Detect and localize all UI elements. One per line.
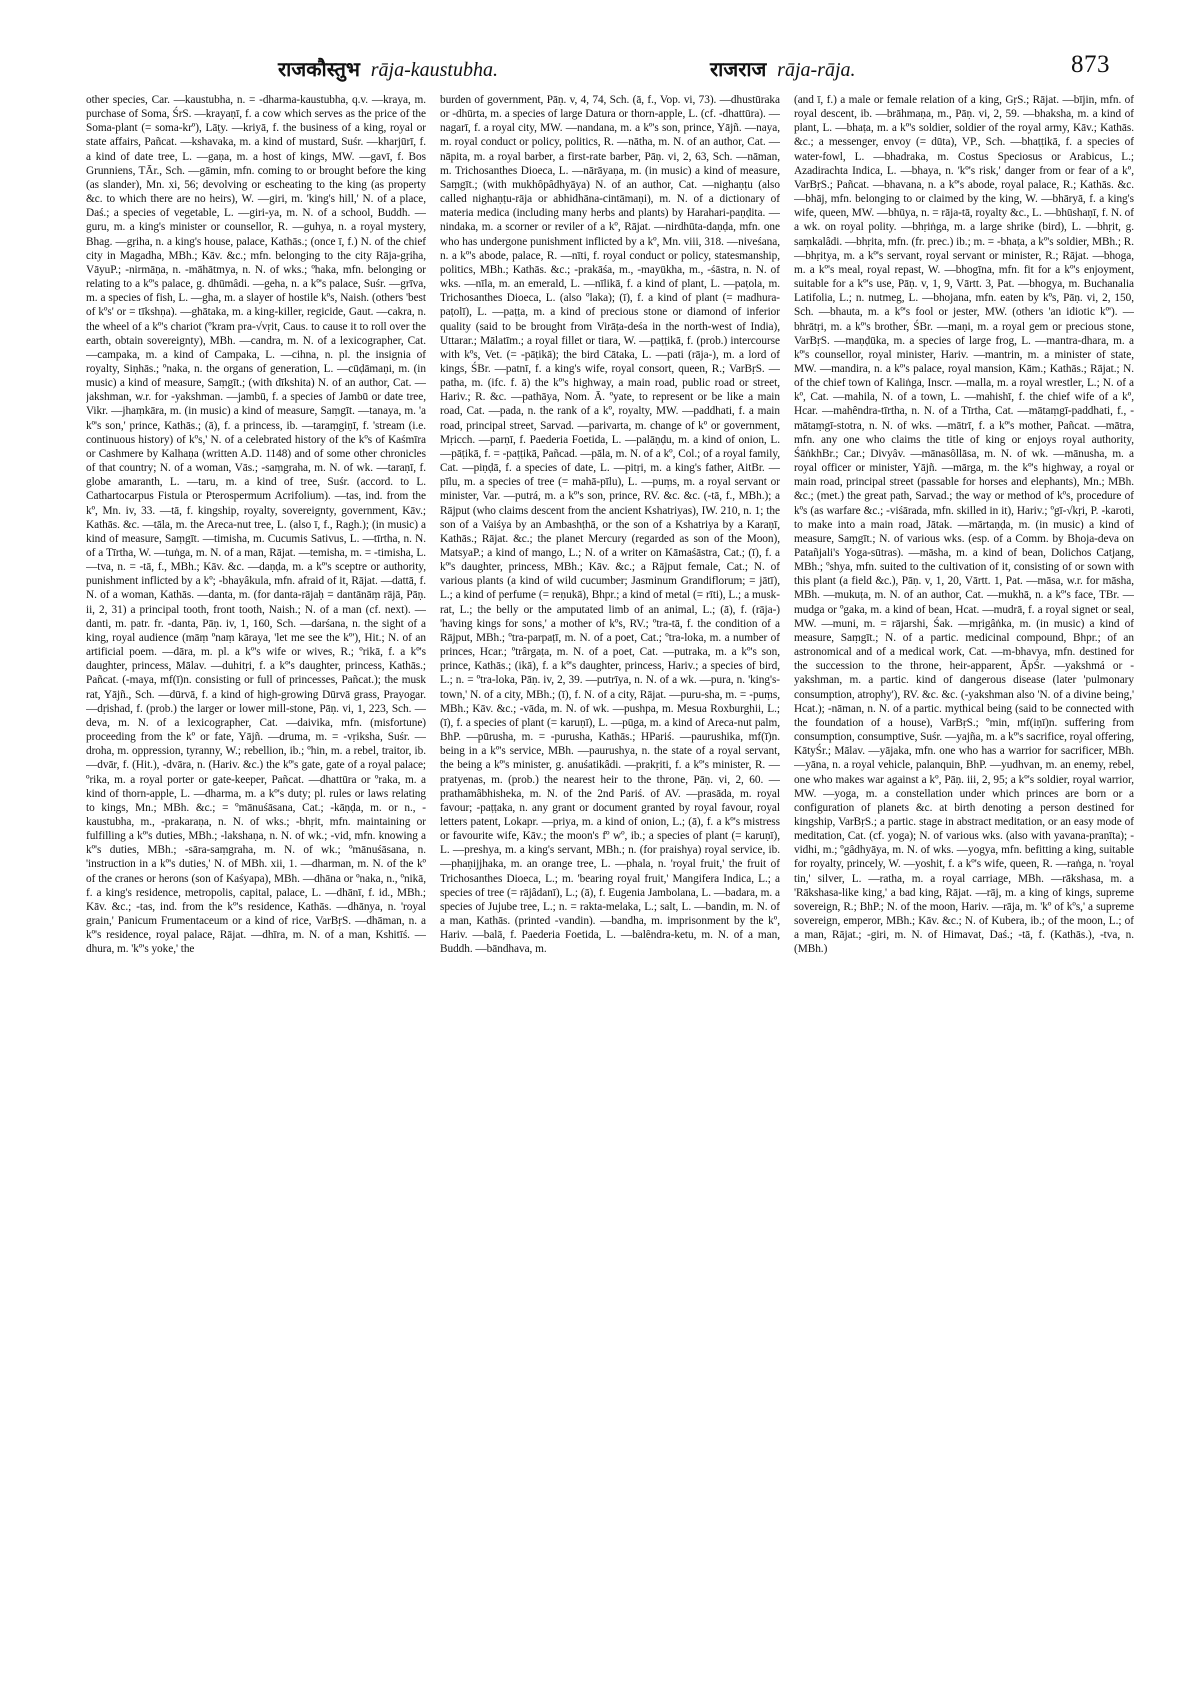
right-headword-transliteration: rāja-rāja. (777, 59, 856, 81)
left-headword-transliteration: rāja-kaustubha. (370, 59, 498, 81)
right-running-headword (710, 56, 856, 84)
dictionary-column-2 (440, 93, 780, 1633)
column-3-text: (and ī, f.) a male or female relation of a king, GṛS.; Rājat. —bījin, mfn. of royal descent, ib. —brāhmaṇa, m., Pāṇ. vi, 2, 59. —bhaksha, m. a kind of plant, L. —bhaṭa, m. a kº's soldier, soldier of the royal army, Kāv.; Kathās. &c.; a messenger, envoy (= dūta), VP., Sch. —bhaṭṭikā, f. a species of water-fowl, L. —bhadraka, m. Costus Speciosus or Arabicus, L.; Azadirachta Indica, L. —bhaya, n. 'kº's risk,' danger from or fear of a kº, VarBṛS.; Pañcat. —bhavana, n. a kº's abode, royal palace, R.; Kathās. &c. —bhāj, mfn. belonging to or claimed by the king, W. —bhāryā, f. a king's wife, queen, MW. —bhūya, n. = rāja-tā, royalty &c., L. —bhūshaṇī, f. N. of a wk. on royal polity. —bhṛiṅga, m. a large shrike (bird), L. —bhṛit, g. saṃkalâdi. —bhṛita, mfn. (fr. prec.) ib.; m. = -bhaṭa, a kº's soldier, MBh.; R. —bhṛitya, m. a kº's servant, royal servant or minister, R.; Rājat. —bhoga, m. a kº's meal, royal repast, W. —bhogīna, mfn. fit for a kº's enjoyment, suitable for a kº's use, Pāṇ. v, 1, 9, Vārtt. 3, Pat. —bhogya, m. Buchanalia Latifolia, L.; n. nutmeg, L. —bhojana, mfn. eaten by kºs, Pāṇ. vi, 2, 150, Sch. —bhauta, m. a kº's fool or jester, MW. (others 'an idiotic kº'). —bhrātṛi, m. a kº's brother, ŚBr. —maṇi, m. a royal gem or precious stone, VarBṛS. —maṇḍūka, m. a species of large frog, L. —mantra-dhara, m. a kº's counsellor, royal minister, Hariv. —mantrin, m. a minister of state, MW. —mandira, n. a kº's palace, royal mansion, Kām.; Kathās.; Rājat.; N. of the chief town of Kaliṅga, Inscr. —malla, m. a royal wrestler, L.; N. of a kº, Cat. —mahila, N. of a town, L. —mahishī, f. the chief wife of a kº, Hcar. —mahêndra-tīrtha, n. N. of a Tīrtha, Cat. —mātaṃgī-paddhati, f., -mātaṃgī-stotra, n. N. of wks. —mātrī, f. a kº's mother, Pañcat. —mātra, mfn. any one who claims the title of king or enjoys royal authority, ŚāṅkhBr.; Car.; Divyâv. —mānasôllāsa, m. N. of wk. —mānusha, m. a royal officer or minister, Yājñ. —mārga, m. the kº's highway, a royal or main road, principal street (passable for horses and elephants), Mn.; MBh. &c.; (met.) the great path, Sarvad.; the way or method of kºs, procedure of kºs (as warfare &c.; -viśārada, mfn. skilled in it), Hariv.; ºgī-√kṛi, P. -karoti, to make into a main road, Jātak. —mārtaṇḍa, m. (in music) a kind of measure, Saṃgīt.; N. of various wks. (esp. of a Comm. by Bhoja-deva on Patañjali's Yoga-sūtras). —māsha, m. a kind of bean, Dolichos Catjang, MBh.; ºshya, mfn. suited to the cultivation of it, consisting of or sown with this plant (a field &c.), Pāṇ. v, 1, 20, Vārtt. 1, Pat. —māsa, w.r. for māsha, MBh. —mukuṭa, m. N. of an author, Cat. —mukhā, n. a kº's face, TBr. —mudga or ºgaka, m. a kind of bean, Hcat. —mudrā, f. a royal signet or seal, MW. —muni, m. = rājarshi, Śak. —mṛigâṅka, m. (in music) a kind of measure, Saṃgīt.; N. of a partic. medicinal compound, Bhpr.; of an astronomical and of a medical work, Cat. —m-bhavya, mfn. destined for the succession to the throne, heir-apparent, ĀpŚr. —yakshmá or -yakshman, m. a partic. kind of dangerous disease (later 'pulmonary consumption, atrophy'), RV. &c. &c. (-yakshman also 'N. of a divine being,' Hcat.); -nāman, n. N. of a partic. mythical being (said to be connected with the foundation of a house), VarBṛS.; ºmin, mf(iṇī)n. suffering from consumption, consumptive, Suśr. —yajña, m. a kº's sacrifice, royal offering, KātyŚr.; Mālav. —yājaka, mfn. one who has a warrior for sacrificer, MBh. —yāna, n. a royal vehicle, palanquin, BhP. —yudhvan, m. an enemy, rebel, one who makes war against a kº, Pāṇ. iii, 2, 95; a kº's soldier, royal warrior, MW. —yoga, m. a constellation under which princes are born or a configuration of planets &c. at birth denoting a person destined for kingship, VarBṛS.; a partic. stage in abstract meditation, or an easy mode of meditation, Cat. (cf. yoga); N. of various wks. (also with yavana-praṇīta); -vidhi, m.; ºgâdhyāya, m. N. of wks. —yogya, mfn. befitting a king, suitable for royalty, princely, W. —yoshit, f. a kº's wife, queen, R. —raṅga, n. 'royal tin,' silver, L. —ratha, m. a royal carriage, MBh. —rākshasa, m. a 'Rākshasa-like king,' a bad king, Rājat. —rāj, m. a king of kings, supreme sovereign, R.; BhP.; N. of the moon, Hariv. —rāja, m. 'kº of kºs,' a supreme sovereign, emperor, MBh.; Kāv. &c.; N. of Kubera, ib.; of the moon, L.; of a man, Rājat.; -giri, m. N. of Himavat, Daś.; -tā, f. (Kathās.), -tva, n. (MBh.) (794, 94, 1134, 956)
column-1-text: other species, Car. —kaustubha, n. = -dharma-kaustubha, q.v. —kraya, m. purchase of Soma, ŚrS. —krayaṇī, f. a cow which serves as the price of the Soma-plant (= soma-krº), Lāṭy. —kriyā, f. the business of a king, royal or state affairs, Pañcat. —kshavaka, m. a kind of mustard, Suśr. —kharjūrī, f. a kind of date tree, L. —gaṇa, m. a host of kings, MW. —gavī, f. Bos Grunniens, TĀr., Sch. —gāmin, mfn. coming to or brought before the king (as slander), Mn. xi, 56; devolving or escheating to the king (as property &c. to which there are no heirs), W. —giri, m. 'king's hill,' N. of a place, Daś.; a species of vegetable, L. —giri-ya, m. N. of a school, Buddh. —guru, m. a king's minister or counsellor, R. —guhya, n. a royal mystery, Bhag. —gṛiha, n. a king's house, palace, Kathās.; (once ī, f.) N. of the chief city in Magadha, MBh.; Kāv. &c.; mfn. belonging to the city Rāja-gṛiha, VāyuP.; -nirmāṇa, n. -māhātmya, n. N. of wks.; ºhaka, mfn. belonging or relating to a kº's palace, g. dhūmâdi. —geha, n. a kº's palace, Suśr. —grīva, m. a species of fish, L. —gha, m. a slayer of hostile kºs, Naish. (others 'best of kºs' or = tīkshṇa). —ghātaka, m. a king-killer, regicide, Gaut. —cakra, n. the wheel of a kº's chariot (ºkram pra-√vṛit, Caus. to cause it to roll over the earth, obtain sovereignty), MBh. —candra, m. N. of a lexicographer, Cat. —campaka, m. a kind of Campaka, L. —cihna, n. pl. the insignia of royalty, Siṇhās.; ºnaka, n. the organs of generation, L. —cūḍāmaṇi, m. (in music) a kind of measure, Saṃgīt.; (with dīkshita) N. of an author, Cat. —jakshman, w.r. for -yakshman. —jambū, f. a species of Jambū or date tree, Vikr. —jhaṃkāra, m. (in music) a kind of measure, Saṃgīt. —tanaya, m. 'a kº's son,' prince, Kathās.; (ā), f. a princess, ib. —taraṃgiṇī, f. 'stream (i.e. continuous history) of kºs,' N. of a celebrated history of the kºs of Kaśmīra or Cashmere by Kalhaṇa (written A.D. 1148) and of some other chronicles of that country; N. of a woman, Vās.; -saṃgraha, m. N. of wk. —taraṇī, f. globe amaranth, L. —taru, m. a kind of tree, Suśr. (accord. to L. Cathartocarpus Fistula or Pterospermum Acrifolium). —tas, ind. from the kº, Mn. iv, 33. —tā, f. kingship, royalty, sovereignty, government, Kāv.; Kathās. &c. —tāla, m. the Areca-nut tree, L. (also ī, f., Ragh.); (in music) a kind of measure, Saṃgīt. —timisha, m. Cucumis Sativus, L. —tīrtha, n. N. of a Tīrtha, W. —tuṅga, m. N. of a man, Rājat. —temisha, m. = -timisha, L. —tva, n. = -tā, f., MBh.; Kāv. &c. —daṇḍa, m. a kº's sceptre or authority, punishment inflicted by a kº; -bhayâkula, mfn. afraid of it, Rājat. —dattā, f. N. of a woman, Kathās. —danta, m. (for danta-rājaḥ = dantānāṃ rājā, Pāṇ. ii, 2, 31) a principal tooth, front tooth, Naish.; N. of a man (cf. next). —danti, m. patr. fr. -danta, Pāṇ. iv, 1, 160, Sch. —darśana, n. the sight of a king, royal audience (māṃ ºnaṃ kāraya, 'let me see the kº'), Hit.; N. of an artificial poem. —dāra, m. pl. a kº's wife or wives, R.; ºrikā, f. a kº's daughter, princess, Mālav. —duhitṛi, f. a kº's daughter, princess, Kathās.; Pañcat. (-maya, mf(ī)n. consisting or full of princesses, Pañcat.); the musk rat, Yājñ., Sch. —dūrvā, f. a kind of high-growing Dūrvā grass, Prayogar. —dṛishad, f. (prob.) the larger or lower mill-stone, Pāṇ. vi, 1, 223, Sch. —deva, m. N. of a lexicographer, Cat. —daivika, mfn. (misfortune) proceeding from the kº or fate, Yājñ. —druma, m. = -vṛiksha, Suśr. —droha, m. oppression, tyranny, W.; rebellion, ib.; ºhin, m. a rebel, traitor, ib. —dvār, f. (Hit.), -dvāra, n. (Hariv. &c.) the kº's gate, gate of a royal palace; ºrika, m. a royal porter or gate-keeper, Pañcat. —dhattūra or ºraka, m. a kind of thorn-apple, L. —dharma, m. a kº's duty; pl. rules or laws relating to kings, Mn.; MBh. &c.; = ºmānuśāsana, Cat.; -kāṇḍa, m. or n., -kaustubha, m., -prakaraṇa, n. N. of wks.; -bhṛit, mfn. maintaining or fulfilling a kº's duties, MBh.; -lakshaṇa, n. N. of wk.; -vid, mfn. knowing a kº's duties, MBh.; -sāra-saṃgraha, m. N. of wk.; ºmānuśāsana, n. 'instruction in a kº's duties,' N. of MBh. xii, 1. —dharman, m. N. of the kº of the cranes or herons (son of Kaśyapa), MBh. —dhāna or ºnaka, n., ºnikā, f. a king's residence, metropolis, capital, palace, L. —dhānī, f. id., MBh.; Kāv. &c.; -tas, ind. from the kº's residence, Kathās. —dhānya, n. 'royal grain,' Panicum Frumentaceum or a kind of rice, VarBṛS. —dhāman, n. a kº's residence, royal palace, Rājat. —dhīra, m. N. of a man, Kshitīś. —dhura, m. 'kº's yoke,' the (86, 94, 426, 956)
page-number: 873 (1071, 51, 1110, 78)
left-running-headword (278, 56, 498, 84)
running-header (0, 52, 1200, 86)
dictionary-columns (86, 93, 1134, 1633)
dictionary-column-3 (794, 93, 1134, 1633)
left-headword-devanagari: राजकौस्तुभ (278, 57, 360, 81)
right-headword-devanagari: राजराज (710, 57, 767, 81)
column-2-text: burden of government, Pāṇ. v, 4, 74, Sch. (ā, f., Vop. vi, 73). —dhustūraka or -dhūrta, m. a species of large Datura or thorn-apple, L. (cf. -dhattūra). —nagarī, f. a royal city, MW. —nandana, m. a kº's son, prince, Yājñ. —naya, m. royal conduct or policy, politics, R. —nātha, m. N. of an author, Cat. —nāpita, m. a royal barber, a first-rate barber, Pāṇ. vi, 2, 63, Sch. —nāman, m. Trichosanthes Dioeca, L. —nārāyaṇa, m. (in music) a kind of measure, Saṃgīt.; (with mukhôpâdhyāya) N. of an author, Cat. —nighaṇṭu (also called nighaṇṭu-rāja or abhidhāna-cintāmaṇi), m. N. of a dictionary of materia medica (including many herbs and plants) by Harahari-paṇḍita. —nindaka, m. a scorner or reviler of a kº, Rājat. —nirdhūta-daṇḍa, mfn. one who has undergone punishment inflicted by a kº, Mn. viii, 318. —niveśana, n. a kº's abode, palace, R. —nīti, f. royal conduct or policy, statesmanship, politics, MBh.; Kathās. &c.; -prakāśa, m., -mayūkha, m., -śāstra, n. N. of wks. —nīla, m. an emerald, L. —nīlikā, f. a kind of plant, L. —paṭola, m. Trichosanthes Dioeca, L. (also ºlaka); (ī), f. a kind of plant (= madhura-paṭolī), L. —paṭṭa, m. a kind of precious stone or diamond of inferior quality (said to be brought from Virāṭa-deśa in the north-west of India), Uttarar.; Mālatīm.; a royal fillet or tiara, W. —paṭṭikā, f. (prob.) intercourse with kºs, Vet. (= -pāṭikā); the bird Cātaka, L. —pati (rāja-), m. a lord of kings, ŚBr. —patnī, f. a king's wife, royal consort, queen, R.; VarBṛS. —patha, m. (ifc. f. ā) the kº's highway, a main road, public road or street, Hariv.; R. &c. —pathāya, Nom. Ā. ºyate, to represent or be like a main road, Cat. —pada, n. the rank of a kº, royalty, MW. —paddhati, f. a main road, principal street, Sarvad. —parivarta, m. change of kº or government, Mṛicch. —parṇī, f. Paederia Foetida, L. —palāṇḍu, m. a kind of onion, L. —pāṭikā, f. = -paṭṭikā, Pañcad. —pāla, m. N. of a kº, Col.; of a royal family, Cat. —piṇḍā, f. a species of date, L. —pitṛi, m. a king's father, AitBr. —pīlu, m. a species of tree (= mahā-pīlu), L. —puṃs, m. a royal servant or minister, Var. —putrá, m. a kº's son, prince, RV. &c. &c. (-tā, f., MBh.); a Rājput (who claims descent from the ancient Kshatriyas), IW. 210, n. 1; the son of a Vaiśya by an Ambashṭhā, or the son of a Kshatriya by a Karaṇī, Kathās.; Rājat. &c.; the planet Mercury (regarded as son of the Moon), MatsyaP.; a kind of mango, L.; N. of a writer on Kāmaśāstra, Cat.; (ī), f. a kº's daughter, princess, MBh.; Kāv. &c.; a Rājput female, Cat.; N. of various plants (a kind of wild cucumber; Jasminum Grandiflorum; = jātī), L.; a kind of perfume (= reṇukā), Bhpr.; a kind of metal (= rīti), L.; a musk-rat, L.; the belly or the amputated limb of an animal, L.; (ā), f. (rāja-) 'having kings for sons,' a mother of kºs, RV.; ºtra-tā, f. the condition of a Rājput, MBh.; ºtra-parpaṭī, m. N. of a poet, Cat.; ºtra-loka, m. a number of princes, Hcar.; ºtrârgaṭa, m. N. of a poet, Cat. —putraka, m. a kº's son, prince, Kathās.; (ikā), f. a kº's daughter, princess, Hariv.; a species of bird, L.; n. = ºtra-loka, Pāṇ. iv, 2, 39. —putrīya, n. N. of a wk. —pura, n. 'king's-town,' N. of a city, MBh.; (ī), f. N. of a city, Rājat. —puru-sha, m. = -puṃs, MBh.; Kāv. &c.; -vāda, m. N. of wk. —pushpa, m. Mesua Roxburghii, L.; (ī), f. a species of plant (= karuṇī), L. —pūga, m. a kind of Areca-nut palm, BhP. —pūrusha, m. = -purusha, Kathās.; HPariś. —paurushika, mf(ī)n. being in a kº's service, MBh. —paurushya, n. the state of a royal servant, the being a kº's minister, g. anuśatikâdi. —prakṛiti, f. a kº's minister, R. —pratyenas, m. (prob.) the nearest heir to the throne, Pāṇ. vi, 2, 60. —prathamâbhisheka, m. N. of the 2nd Pariś. of AV. —prasāda, m. royal favour; -paṭṭaka, n. any grant or document granted by royal favour, royal letters patent, Lokapr. —priya, m. a kind of onion, L.; (ā), f. a kº's mistress or favourite wife, Kāv.; the moon's fº wº, ib.; a species of plant (= karuṇī), L. —preshya, m. a king's servant, MBh.; n. (for praishya) royal service, ib. —phaṇijjhaka, m. an orange tree, L. —phala, n. 'royal fruit,' the fruit of Trichosanthes Dioeca, L.; m. 'bearing royal fruit,' Mangifera Indica, L.; a species of tree (= rājâdanī), L.; (ā), f. Eugenia Jambolana, L. —badara, m. a species of Jujube tree, L.; n. = rakta-melaka, L.; salt, L. —bandin, m. N. of a man, Kathās. (printed -vandin). —bandha, m. imprisonment by the kº, Hariv. —balā, f. Paederia Foetida, L. —balêndra-ketu, m. N. of a man, Buddh. —bāndhava, m. (440, 94, 780, 956)
dictionary-column-1 (86, 93, 426, 1633)
